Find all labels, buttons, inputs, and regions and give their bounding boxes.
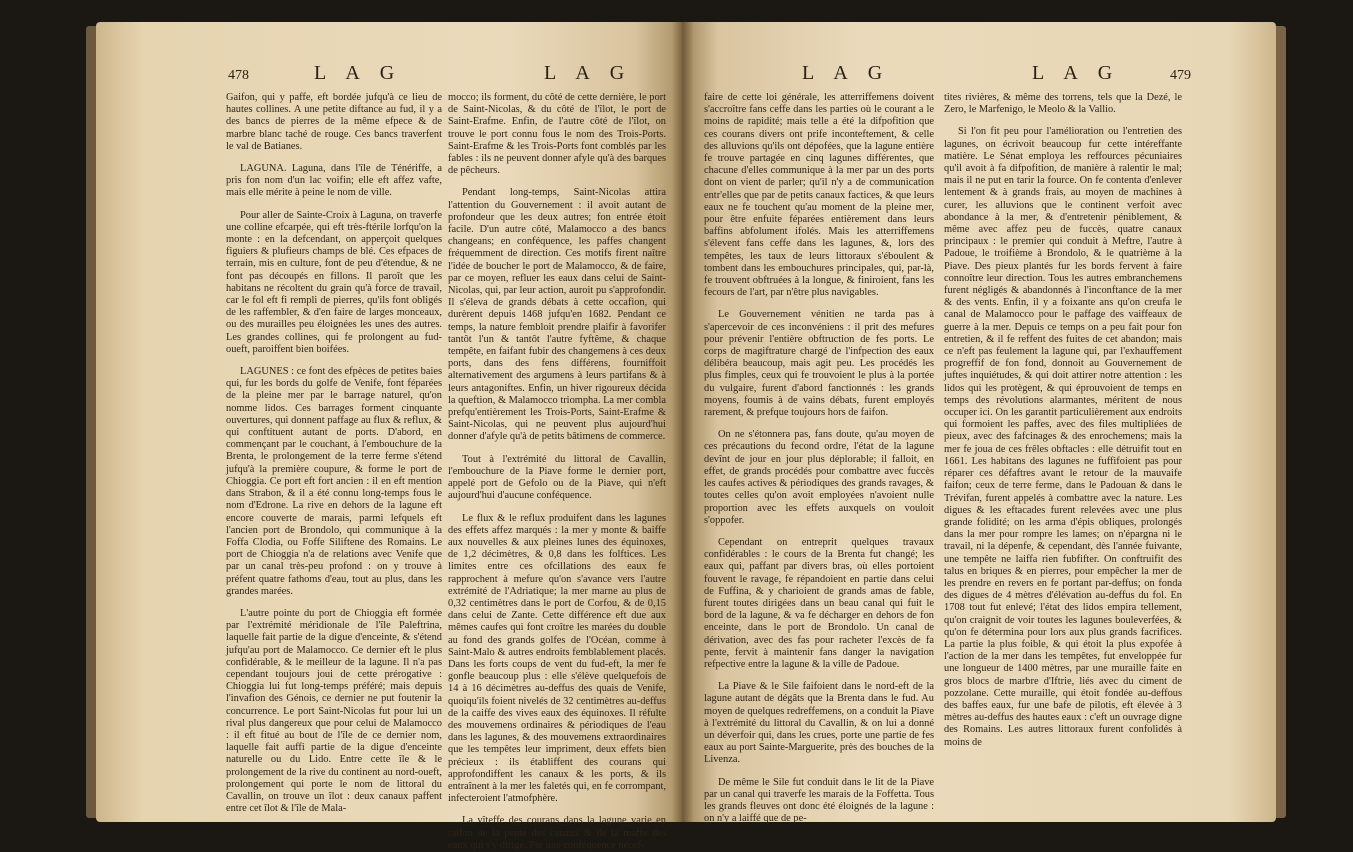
running-head-right-2: L A G (1032, 62, 1121, 84)
paragraph: Cependant on entreprit quelques travaux confidérables : le cours de la Brenta fut changé; les eaux qui, paffant par divers bras, où elles portoient fouvent le ravage, fe répandoient en partie dans celui de Fuffina, & y charioient de grands amas de fable, furent toutes dirigées dans un beau canal qui fuit le bord de la lagune, & va fe décharger en dehors de fon enceinte, dans le port de Brondolo. Un canal de dérivation, avec des fas pour racheter l'excès de fa pente, fervit à maintenir fans danger la navigation refpective entre la lagune & la ville de Padoue. (704, 536, 934, 670)
running-head-left-2: L A G (544, 62, 633, 84)
page-number-left: 478 (228, 68, 249, 83)
paragraph: On ne s'étonnera pas, fans doute, qu'au moyen de ces précautions du fecond ordre, l'état de la lagune devînt de jour en jour plus déplorable; il falloit, en effet, de grands procédés pour combattre avec fuccès les caufes actives & périodiques des grands ravages, & toutes celles qu'on avoit employées n'avoient nulle proportion avec les effets auxquels on vouloit s'oppofer. (704, 429, 934, 526)
paragraph: Le flux & le reflux produifent dans les lagunes des effets affez marqués : la mer y monte & baiffe aux nouvelles & aux pleines lunes des équinoxes, de 1,2 décimètres, & 0,8 dans les folftices. Les limites entre ces ofcillations des eaux fe rapprochent à mefure qu'on s'avance vers l'autre extrémité de l'Adriatique; la mer marne au plus de 0,32 centimètres dans le port de Corfou, & de 0,15 dans celui de Zante. Cette différence eft due aux mêmes caufes qui font croître les marées du double au fond des grands golfes de l'Océan, comme à Saint-Malo & autres endroits femblablement placés. Dans les forts coups de vent du fud-eft, la mer fe gonfle beaucoup plus : elle s'élève quelquefois de 14 à 16 décimètres au-deffus des quais de Venife, quoiqu'ils foient nivelés de 32 centimètres au-deffus de la caiffe des vives eaux des équinoxes. Il réfulte des mouvemens ordinaires & périodiques de l'eau dans les lagunes, & des mouvemens extraordinaires que les tempêtes leur impriment, deux effets bien précieux : ils établiffent des courans qui approfondiffent les canaux & les ports, & ils entraînent à la mer les faletés qui, en fe corrompant, infecteroient l'atmofphère. (448, 512, 666, 805)
paragraph: Gaifon, qui y paffe, eft bordée jufqu'à ce lieu de hautes collines. A une petite diftance au fud, il y a des bancs de pierres de la même efpece & de marbre blanc taché de rouge. Ces bancs traverfent le val de Batianes. (226, 92, 442, 152)
paragraph: Si l'on fit peu pour l'amélioration ou l'entretien des lagunes, on écrivoit beaucoup fur cette intéreffante matière. Le Sénat employa les reffources pécuniaires qu'il avoit à fa difpofition, de manière à ralentir le mal; mais il ne put en tarir la fource. On fe contenta d'enlever lentement & à grands frais, au moyen de machines à curer, les alluvions que le continent verfoit avec abondance à la mer, & d'entretenir péniblement, & même avec affez peu de fuccès, quatre canaux principaux : le premier qui conduit à Meftre, l'autre à Padoue, le troifième à Brondolo, & le quatrième à la Piave. Des pieux plantés fur les bords fervent à faire connoître leur direction. Tous les autres embranchemens furent négligés & abandonnés à l'inconftance de la mer & des vents. Enfin, il y a foixante ans qu'on creufa le canal de Malamocco pour le paffage des vaiffeaux de guerre à la mer. Depuis ce temps on a peu fait pour fon entretien, & il fe reffent des fuites de cet abandon; mais ce n'eft pas feulement la lagune qui, par l'exhauffement progreffif de fon fond, donnoit au Gouvernement de juftes inquiétudes, & qui doit attirer notre attention : les lidos qui les protègent, & qui éprouvoient de temps en temps des révolutions alarmantes, méritent de nous occuper ici. On les garantit particulièrement aux endroits qui formoient les paffes, avec des files multipliées de pieux, avec des fafcinages & des enrochemens; mais la mer fe joua de ces frêles obftacles : elle détruifit tout en 1661. Les habitans des lagunes ne fuffifoient pas pour réparer ces défaftres avant le retour de la mauvaife faifon; ceux de terre ferme, dans le Padouan & dans le Trévifan, furent appelés à combattre avec la nature. Les digues & les eftacades furent relevées avec une plus grande folidité; on les arma d'épis obliques, prolongés dans la mer pour rompre les lames; on n'épargna ni le travail, ni la dépenfe, & cependant, dès l'année fuivante, une tempête ne laiffa rien fubfifter. On conftruifit des talus en briques & en pierres, pour empêcher la mer de les prendre en revers en fe portant par-deffus; on fonda des digues de 4 mètres d'élévation au-deffus du fol. En 1708 tout fut enlevé; l'état des lidos empira tellement, qu'on craignit de voir toutes les lagunes bouleverfées, & qu'on fe détermina pour lors aux plus grands facrifices. La partie la plus foible, & qui étoit la plus expofée à l'action de la mer dans les tempêtes, fut enveloppée fur une longueur de 1400 mètres, par une muraille faite en gros blocs de marbre d'Iftrie, liés avec du ciment de pozzolane. Cette muraille, qui étoit fondée au-deffous des baffes eaux, fur une bafe de pilotis, eft élevée à 3 mètres au-deffus des hautes eaux : c'eft un ouvrage digne des Romains. Les autres littoraux furent confolidés à moins de (944, 126, 1182, 748)
left-column-2 (448, 92, 666, 852)
left-column-1 (226, 92, 442, 815)
right-page (682, 22, 1276, 825)
left-page (96, 22, 682, 851)
page-number-right: 479 (1170, 68, 1191, 83)
paragraph: Tout à l'extrémité du littoral de Cavallin, l'embouchure de la Piave forme le dernier port, appelé port de Gefolo ou de la Piave, qui n'eft aujourd'hui d'aucune conféquence. (448, 453, 666, 502)
right-page-header (682, 62, 1276, 86)
paragraph: La Piave & le Sile faifoient dans le nord-eft de la lagune autant de dégâts que la Brenta dans le fud. Au moyen de quelques redreffemens, on a conduit la Piave à l'extrémité du littoral du Cavallin, & on lui a donné un déverfoir qui, dans les crues, porte une partie de fes eaux au port Sainte-Marguerite, près des bouches de la Livenza. (704, 681, 934, 766)
running-head-left-1: L A G (314, 62, 403, 84)
paragraph: L'autre pointe du port de Chioggia eft formée par l'extrémité méridionale de l'île Paleftrina, laquelle fait partie de la digue d'enceinte, & s'étend jufqu'au port de Malamocco. Ce dernier eft le plus confidérable, & le meilleur de la lagune. Il n'a pas cependant toujours joui de cette prérogative : Chioggia lui fut long-temps préféré; mais depuis l'invafion des Génois, ce dernier ne put foutenir la concurrence. Le port Saint-Nicolas fut pour lui un rival plus dangereux que pour celui de Malamocco : il eft fitué au bout de l'île de ce dernier nom, laquelle fait auffi partie de la digue d'enceinte naturelle ou du Lido. Entre cette île & le prolongement de la rive du continent au nord-oueft, prolongement qui porte le nom de littoral du Cavallin, on trouve un îlot : deux canaux paffent entre cet îlot & l'île de Mala- (226, 607, 442, 815)
paragraph: LAGUNES : ce font des efpèces de petites baies qui, fur les bords du golfe de Venife, font féparées de la pleine mer par le barrage naturel, qu'on nomme lidos. Ces barrages forment cinquante ouvertures, qui donnent paffage au flux & reflux, & qui conftituent autant de ports. D'abord, en commençant par le couchant, à l'embouchure de la Brenta, le prolongement de la terre ferme s'étend jufqu'à la première coupure, & forme le port de Chioggia. Ce port eft fort ancien : il en eft mention dans Strabon, & il a été connu long-temps fous le nom d'Edrone. La rive en dehors de la lagune eft encore couverte de marais, parmi lefquels eft l'ancien port de Brondolo, qui communique à la Foffa Clodia, ou Foffe Siliftene des Romains. Le port de Chioggia n'a de relations avec Venife que par un canal très-peu profond : on y trouve à préfent quatre fathoms d'eau, tout au plus, dans les grandes marées. (226, 366, 442, 597)
paragraph: Pour aller de Sainte-Croix à Laguna, on traverfe une colline efcarpée, qui eft très-ftérile lorfqu'on la monte : en la defcendant, on apperçoit quelques figuiers & plufieurs champs de blé. Ces efpaces de terrain, mis en culture, font de peu d'étendue, & ne font pas découpés en fillons. Il paroît que les habitans ne récoltent du grain qu'à force de travail, car le fol eft fi rempli de pierres, qu'ils font obligés de les raffembler, & d'en faire de larges monceaux, ou des murailles peu éloignées les unes des autres. Les grandes collines, qui fe prolongent au fud-oueft, paroiffent bien boifées. (226, 209, 442, 355)
paragraph: LAGUNA. Laguna, dans l'île de Ténériffe, a pris fon nom d'un lac voifin; elle eft affez vafte, mais elle mérite à peine le nom de ville. (226, 163, 442, 199)
paragraph: Pendant long-temps, Saint-Nicolas attira l'attention du Gouvernement : il avoit autant de profondeur que les deux autres; fon entrée étoit facile. D'un autre côté, Malamocco a des bancs changeans; en conféquence, les paffes changent fréquemment de direction. Ces motifs firent naître l'idée de boucher le port de Malamocco, & de faire, par ce moyen, refluer les eaux dans celui de Saint-Nicolas, qui, par leur action, auroit pu s'approfondir. Il s'éleva de grands débats à cette occafion, qui durèrent depuis 1468 jufqu'en 1682. Pendant ce temps, la nature fembloit prendre plaifir à favorifer tantôt l'un & tantôt l'autre fyftême, & chaque tempête, en faifant fubir des changemens à ces deux ports, dans des fens différens, fourniffoit alternativement des argumens à leurs partifans & à leurs antagoniftes. Enfin, un hiver rigoureux décida la queftion, & Malamocco triompha. La mer combla prefqu'entièrement les Trois-Ports, Saint-Erafme & Saint-Nicolas, qui ne peuvent plus aujourd'hui donner d'afyle qu'à de petits bâtimens de commerce. (448, 187, 666, 443)
running-head-right-1: L A G (802, 62, 891, 84)
paragraph: faire de cette loi générale, les atterriffemens doivent s'accroître fans ceffe dans les parties où le courant a le moins de rapidité; mais telle a été la difpofition que ces courans divers ont prife inconteftement, & celle des alluvions qu'ils ont dépofées, que la lagune entière fe trouve partagée en cinq lagunes différentes, que chacune d'elles communique à la mer par un des ports dont on vient de parler; qu'il n'y a de communication entr'elles que par de petits canaux factices, & que leurs eaux ne fe touchent qu'au moment de la pleine mer, pour être enfuite féparées entièrement dans leurs baffins abfolument ifolés. Mais les atterriffemens s'élevent fans ceffe dans les lagunes, &, lors des tempêtes, les taux de leurs littoraux s'éboulent & tombent dans les embouchures principales, qui, par-là, fe trouvent obftruées à la longue, & finiroient, fans les fecours de l'art, par n'être plus navigables. (704, 92, 934, 299)
left-page-header (96, 62, 682, 86)
paragraph: De même le Sile fut conduit dans le lit de la Piave par un canal qui traverfe les marais de la Foffetta. Tous les grands fleuves ont donc été éloignés de la lagune : on n'y a laiffé que de pe- (704, 776, 934, 825)
book-gutter (672, 22, 694, 822)
paragraph: tites rivières, & même des torrens, tels que la Dezé, le Zero, le Marfenigo, le Meolo & la Vallio. (944, 92, 1182, 116)
paragraph: mocco; ils forment, du côté de cette dernière, le port de Saint-Nicolas, & du côté de l'îlot, le port de Saint-Erafme. Enfin, de l'autre côté de l'îlot, on trouve le port connu fous le nom des Trois-Ports. Saint-Erafme & les Trois-Ports font comblés par les fables : ils ne peuvent donner afyle qu'à des barques de pêcheurs. (448, 92, 666, 177)
open-book (96, 22, 1276, 851)
paragraph: Le Gouvernement vénitien ne tarda pas à s'apercevoir de ces inconvéniens : il prit des mefures pour prévenir l'entière obftruction de fes ports. Le corps de magiftrature chargé de l'infpection des eaux délibéra beaucoup, mais agit peu. Les procédés les plus fimples, ceux qui fe trouvoient le plus à la portée du vulgaire, furent d'abord fanctionnés : les grands moyens, foumis à de vains débats, furent employés rarement, & prefque toujours hors de faifon. (704, 309, 934, 419)
right-column-1 (704, 92, 934, 825)
right-column-2 (944, 92, 1182, 749)
paragraph: La vîteffe des courans dans la lagune varie en raifon de la pente des canaux & de la maffe des eaux qui s'y dirige. Par une conféquence nécef- (448, 815, 666, 851)
